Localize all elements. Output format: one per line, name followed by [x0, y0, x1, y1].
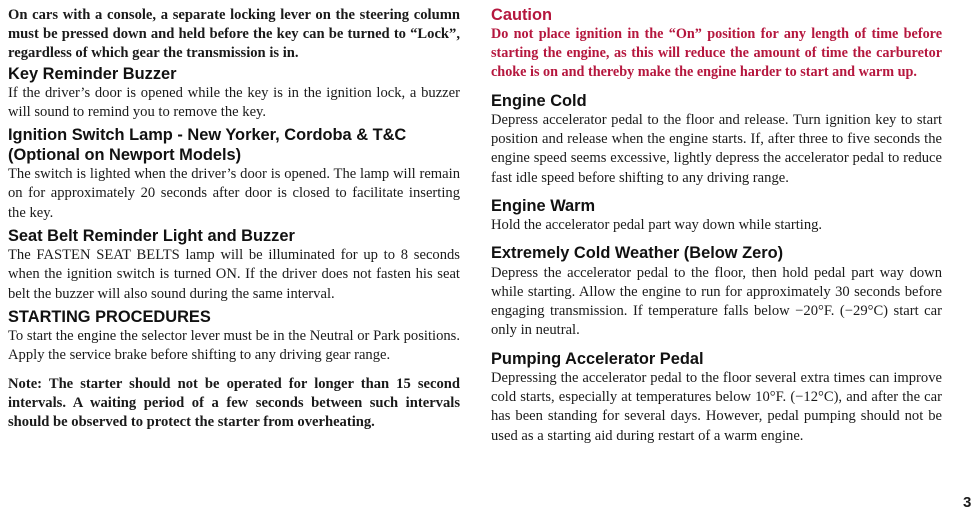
key-reminder-heading: Key Reminder Buzzer — [8, 64, 177, 83]
extreme-cold-text: Depress the accelerator pedal to the floor, then hold pedal part way down while starting. Allow the engine to run for approximately 30 seconds before engaging transmission. If temperature falls below −20°F. (−29°C) start car only in neutral. — [491, 264, 942, 339]
ignition-lamp-text: The switch is lighted when the driver’s door is opened. The lamp will remain on for approximately 20 seconds after door is closed to facilitate inserting the key. — [8, 166, 460, 221]
extreme-cold-heading: Extremely Cold Weather (Below Zero) — [491, 244, 784, 263]
right-column — [491, 6, 942, 446]
starting-procedures-text: To start the engine the selector lever must be in the Neutral or Park positions. Apply the service brake before shifting to any driving gear range. — [8, 328, 460, 364]
engine-warm-heading: Engine Warm — [491, 196, 596, 215]
engine-cold-heading: Engine Cold — [491, 91, 587, 110]
console-lock-paragraph: On cars with a console, a separate locking lever on the steering column must be pressed down and held before the key can be turned to “Lock”, regardless of which gear the transmission is in. — [8, 7, 460, 62]
key-reminder-text: If the driver’s door is opened while the key is in the ignition lock, a buzzer will sound to remind you to remove the key. — [8, 85, 460, 121]
seat-belt-heading: Seat Belt Reminder Light and Buzzer — [8, 226, 295, 245]
pumping-accelerator-text: Depressing the accelerator pedal to the floor several extra times can improve cold starts, especially at temperatures below 10°F. (−12°C), and after the car has been standing for several days. However, pedal pumping should not be used as a starting aid during restart of a warm engine. — [491, 370, 942, 444]
caution-heading: Caution — [491, 6, 553, 24]
seat-belt-text: The FASTEN SEAT BELTS lamp will be illuminated for up to 8 seconds when the ignition switch is turned ON. If the driver does not fasten his seat belt the buzzer will also sound during the same interval. — [8, 247, 460, 302]
ignition-lamp-heading: Ignition Switch Lamp - New Yorker, Cordoba & T&C (Optional on Newport Models) — [8, 126, 407, 164]
engine-warm-text: Hold the accelerator pedal part way down while starting. — [491, 217, 823, 234]
left-column — [8, 6, 460, 432]
engine-cold-text: Depress accelerator pedal to the floor and release. Turn ignition key to start position and release when the engine starts. If, after three to five seconds the engine speed seems excessive, lightly depress the accelerator pedal to reduce fast idle speed before shifting to any driving range. — [491, 112, 942, 186]
caution-text: Do not place ignition in the “On” position for any length of time before starting the engine, as this will reduce the amount of time the carburetor choke is on and thereby make the engine harder to start and warm up. — [491, 26, 942, 81]
starter-note: Note: The starter should not be operated for longer than 15 second intervals. A waiting period of a few seconds between such intervals should be observed to protect the starter from overheating. — [8, 375, 460, 431]
pumping-accelerator-heading: Pumping Accelerator Pedal — [491, 349, 704, 368]
page-number: 3 — [963, 494, 972, 511]
starting-procedures-heading: STARTING PROCEDURES — [8, 307, 211, 326]
